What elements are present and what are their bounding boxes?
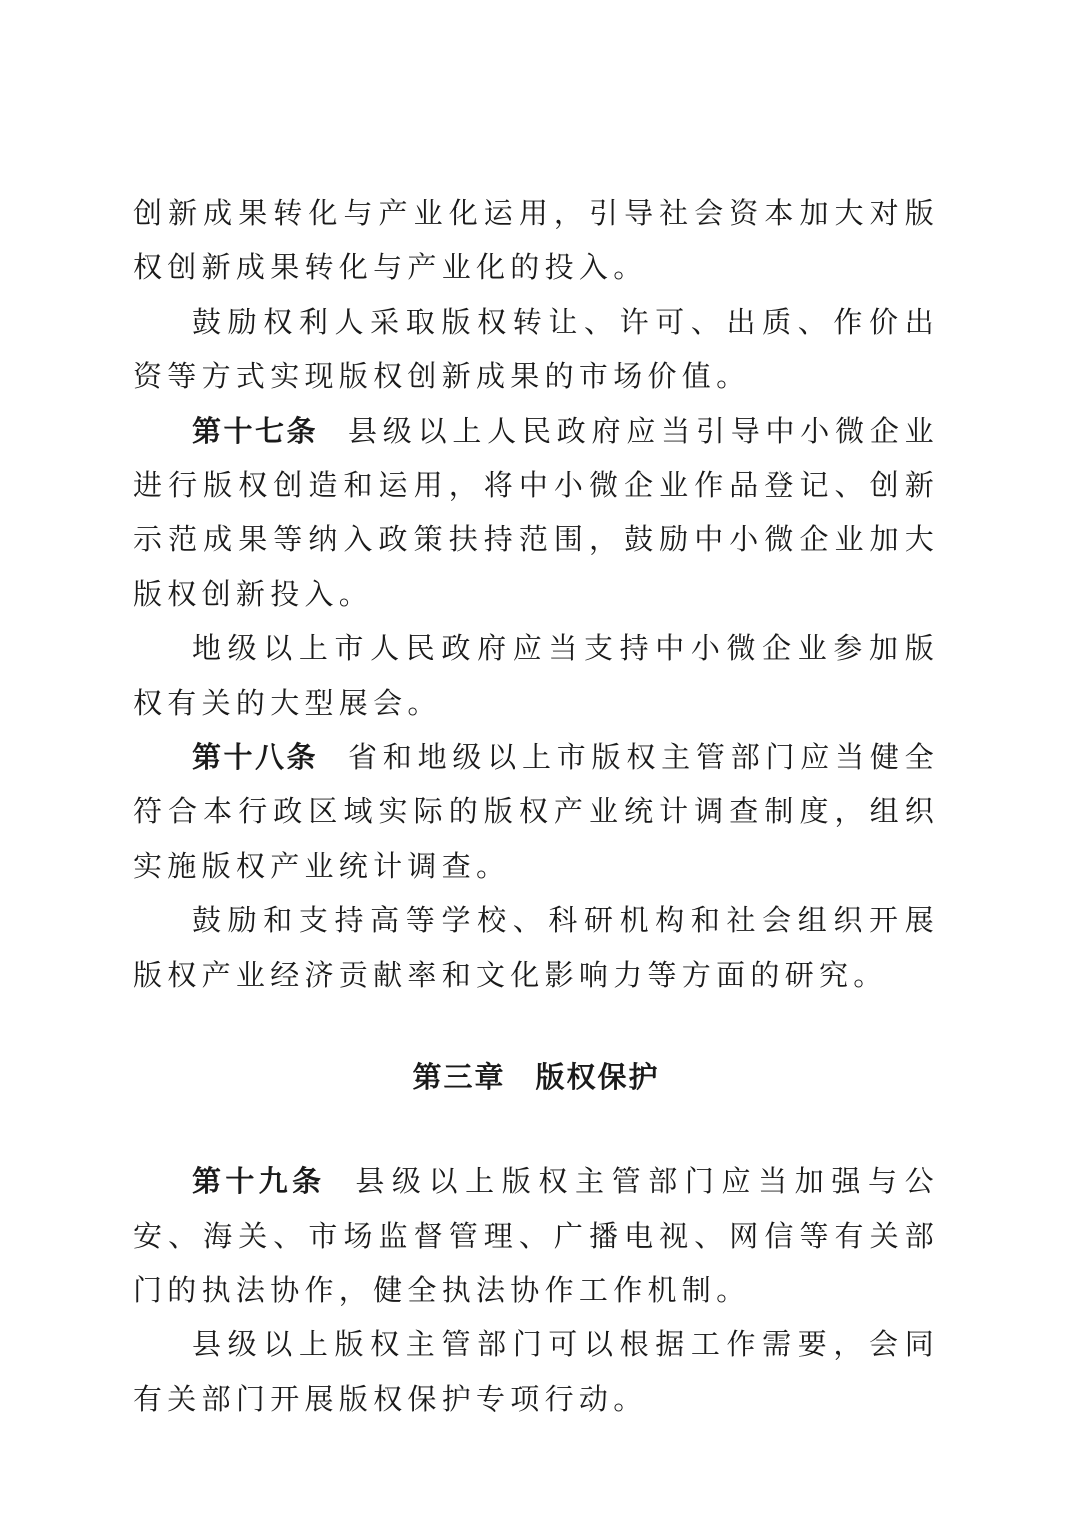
article-18 — [133, 730, 939, 893]
paragraph-encourage-transfer: 鼓励权利人采取版权转让、许可、出质、作价出资等方式实现版权创新成果的市场价值。 — [133, 304, 939, 394]
paragraph-special-actions: 县级以上版权主管部门可以根据工作需要，会同有关部门开展版权保护专项行动。 — [133, 1327, 939, 1416]
article-19-title: 第十九条 — [192, 1164, 326, 1199]
paragraph-continuation: 创新成果转化与产业化运用，引导社会资本加大对版权创新成果转化与产业化的投入。 — [133, 196, 939, 285]
chapter-heading — [133, 1050, 939, 1104]
article-17 — [133, 404, 939, 622]
chapter-number: 第三章 — [412, 1060, 506, 1095]
paragraph-research: 鼓励和支持高等学校、科研机构和社会组织开展版权产业经济贡献率和文化影响力等方面的研究。 — [133, 903, 939, 992]
paragraph-exhibitions: 地级以上市人民政府应当支持中小微企业参加版权有关的大型展会。 — [133, 631, 939, 720]
chapter-name: 版权保护 — [535, 1060, 660, 1095]
article-19 — [133, 1154, 939, 1317]
article-18-text: 省和地级以上市版权主管部门应当健全符合本行政区域实际的版权产业统计调查制度，组织实施版权产业统计调查。 — [133, 740, 939, 883]
document-body — [133, 186, 939, 1426]
article-17-title: 第十七条 — [192, 413, 318, 448]
article-19-text: 县级以上版权主管部门应当加强与公安、海关、市场监督管理、广播电视、网信等有关部门的执法协作，健全执法协作工作机制。 — [133, 1164, 939, 1307]
article-17-text: 县级以上人民政府应当引导中小微企业进行版权创造和运用，将中小微企业作品登记、创新示范成果等纳入政策扶持范围，鼓励中小微企业加大版权创新投入。 — [133, 413, 939, 611]
article-18-title: 第十八条 — [192, 740, 318, 775]
